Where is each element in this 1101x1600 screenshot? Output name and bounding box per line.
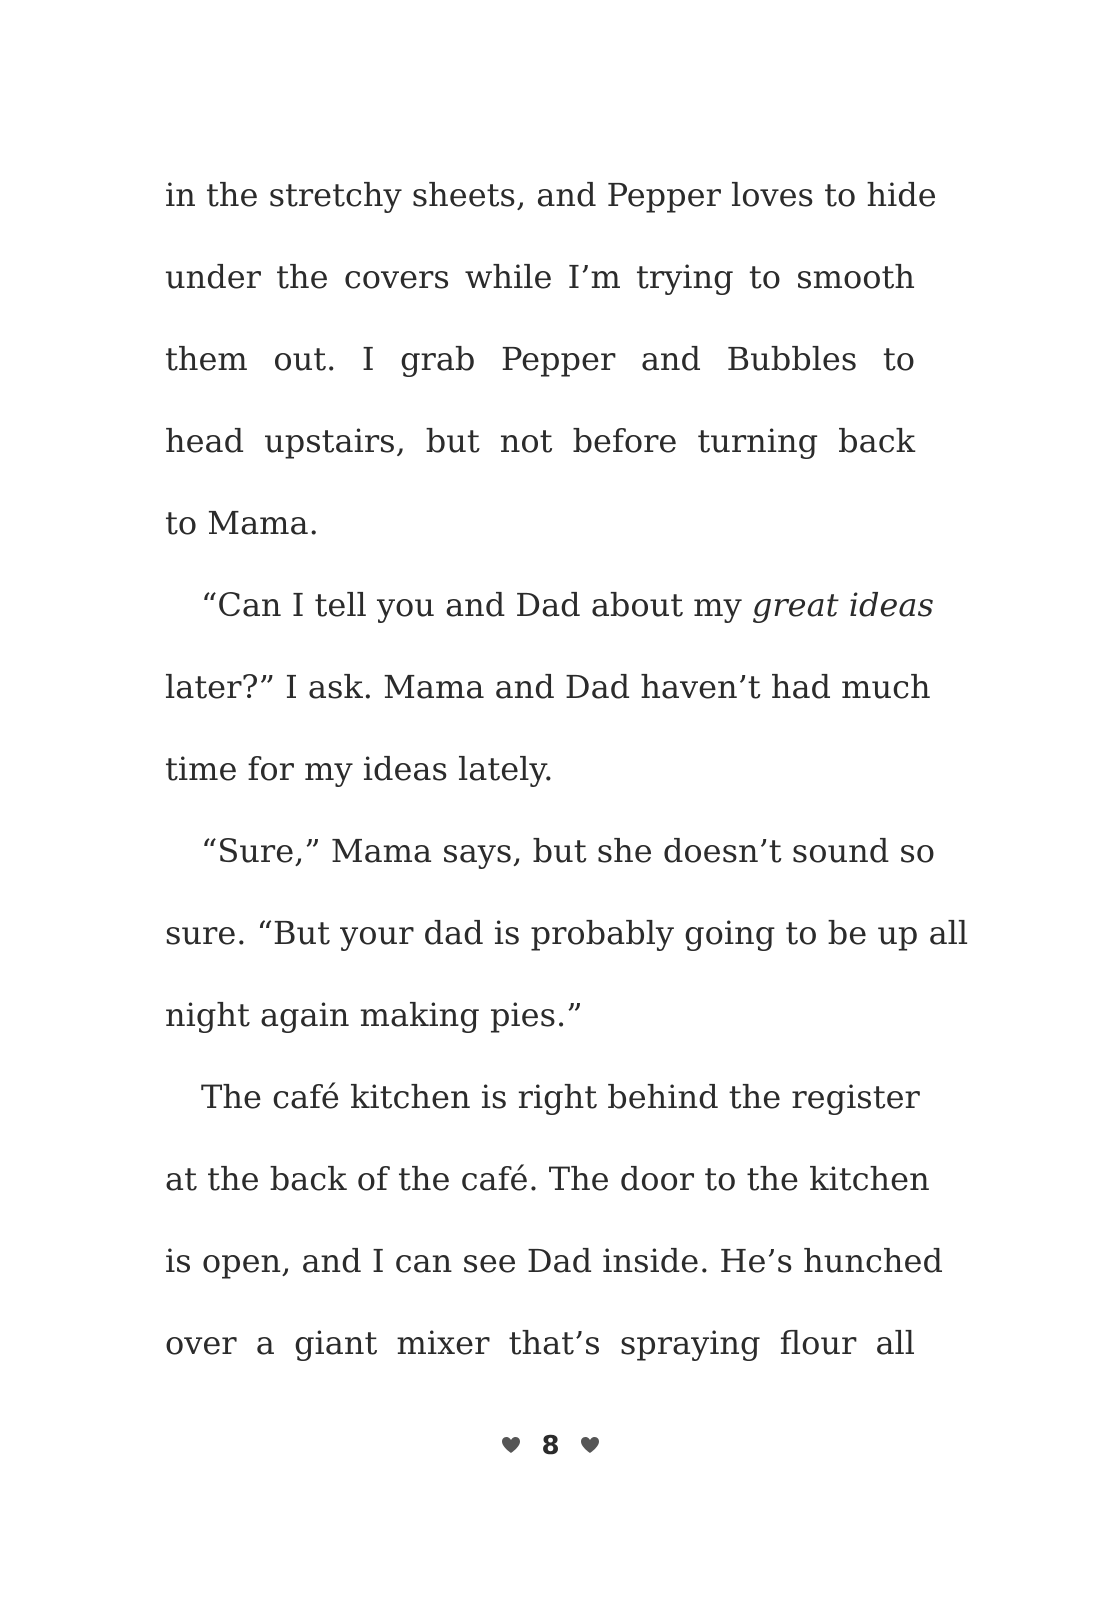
text-line: later?” I ask. Mama and Dad haven’t had much: [165, 668, 931, 706]
body-text: [165, 165, 969, 1395]
heart-icon: [580, 1436, 600, 1454]
text-line: [165, 575, 934, 657]
heart-icon: [501, 1436, 521, 1454]
text-line: them out. I grab Pepper and Bubbles to: [165, 340, 915, 378]
text-line: night again making pies.”: [165, 996, 583, 1034]
italic-phrase: great ideas: [751, 586, 934, 624]
text-segment: “Can I tell you and Dad about my: [201, 586, 752, 624]
text-line: over a giant mixer that’s spraying flour all: [165, 1324, 915, 1362]
text-line: to Mama.: [165, 504, 319, 542]
text-line: at the back of the café. The door to the kitchen: [165, 1160, 930, 1198]
text-line: “Sure,” Mama says, but she doesn’t sound so: [201, 832, 936, 870]
page-footer: [0, 1420, 1101, 1470]
text-line: head upstairs, but not before turning back: [165, 422, 915, 460]
text-line: sure. “But your dad is probably going to be up all: [165, 914, 969, 952]
page-number: 8: [541, 1431, 560, 1461]
text-line: The café kitchen is right behind the register: [201, 1078, 920, 1116]
text-line: in the stretchy sheets, and Pepper loves to hide: [165, 176, 937, 214]
text-line: is open, and I can see Dad inside. He’s hunched: [165, 1242, 943, 1280]
text-line: under the covers while I’m trying to smooth: [165, 258, 915, 296]
text-line: time for my ideas lately.: [165, 750, 554, 788]
